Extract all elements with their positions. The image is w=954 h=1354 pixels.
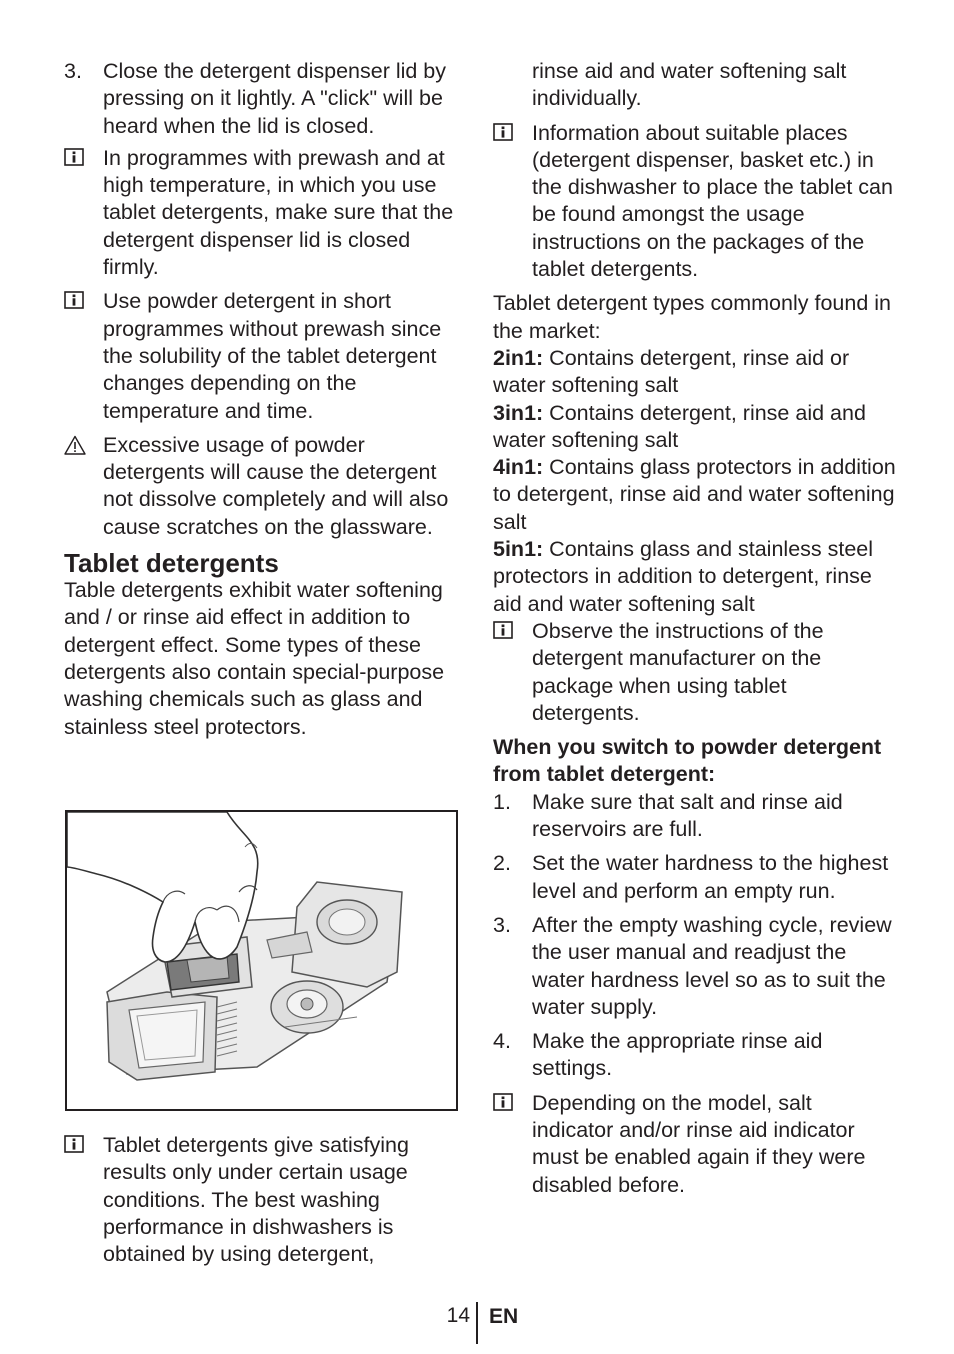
info-text: Use powder detergent in short programmes without prewash since the solubility of the tablet detergent changes depending on the temperature and time. xyxy=(103,289,442,423)
switch-heading: When you switch to powder detergent from tablet detergent: xyxy=(493,735,882,787)
step-number: 2. xyxy=(493,851,511,876)
step-text: After the empty washing cycle, review the user manual and readjust the water hardness level so as to suit the water supply. xyxy=(532,912,892,1019)
type-label: 2in1: xyxy=(493,345,544,370)
type-item xyxy=(493,536,898,618)
section-title: Tablet detergents xyxy=(64,548,279,579)
step-item xyxy=(493,789,898,844)
info-icon xyxy=(64,1135,84,1153)
type-label: 5in1: xyxy=(493,537,544,562)
info-text: In programmes with prewash and at high temperature, in which you use tablet detergents, make sure that the detergent dispenser lid is closed firmly. xyxy=(103,145,454,280)
continued-text: rinse aid and water softening salt individually. xyxy=(532,59,847,111)
info-note xyxy=(493,618,898,727)
info-text: Depending on the model, salt indicator and/or rinse aid indicator must be enabled again if they were disabled before. xyxy=(532,1090,866,1197)
warning-icon xyxy=(64,435,84,453)
step-item xyxy=(493,850,898,905)
step-text: Close the detergent dispenser lid by pressing on it lightly. A "click" will be heard when the lid is closed. xyxy=(103,59,447,138)
step-number: 4. xyxy=(493,1029,511,1054)
warning-note xyxy=(64,432,464,541)
types-intro: Tablet detergent types commonly found in the market: xyxy=(493,291,891,343)
info-icon xyxy=(493,123,513,141)
step-text: Make sure that salt and rinse aid reservoirs are full. xyxy=(532,789,843,842)
info-icon xyxy=(64,148,84,166)
type-text: Contains detergent, rinse aid and water softening salt xyxy=(493,400,866,452)
info-note xyxy=(493,120,898,284)
type-item xyxy=(493,454,898,536)
type-text: Contains detergent, rinse aid or water softening salt xyxy=(493,345,850,398)
step-item xyxy=(493,1028,898,1083)
info-icon xyxy=(64,291,84,309)
info-text: Observe the instructions of the detergent manufacturer on the package when using tablet detergents. xyxy=(532,618,824,725)
type-label: 4in1: xyxy=(493,455,544,480)
step-text: Make the appropriate rinse aid settings. xyxy=(532,1029,823,1081)
info-note xyxy=(64,1132,464,1268)
type-item xyxy=(493,345,898,400)
info-text: Tablet detergents give satisfying results only under certain usage conditions. The best washing performance in dishwashers is obtained by using detergent, xyxy=(103,1133,409,1267)
language-code: EN xyxy=(489,1305,519,1328)
page-footer xyxy=(0,1302,954,1344)
step-number: 1. xyxy=(493,789,511,814)
info-note xyxy=(493,1090,898,1199)
info-icon xyxy=(493,1093,513,1111)
section-body: Table detergents exhibit water softening and / or rinse aid effect in addition to detergent effect. Some types of these detergents also contain special-purpose washing chemicals such as glass and stainless steel protectors. xyxy=(64,578,445,739)
info-icon xyxy=(493,621,513,639)
page-number: 14 xyxy=(446,1304,470,1327)
type-label: 3in1: xyxy=(493,400,544,425)
type-text: Contains glass protectors in addition to detergent, rinse aid and water softening salt xyxy=(493,455,896,534)
step-number: 3. xyxy=(493,912,511,937)
tablet-placement-illustration xyxy=(65,810,458,1111)
step-item xyxy=(64,58,464,140)
left-column-bottom xyxy=(64,1132,464,1268)
info-text: Information about suitable places (detergent dispenser, basket etc.) in the dishwasher to place the tablet can be found amongst the usage instructions on the packages of the tablet detergents. xyxy=(532,120,893,282)
right-column xyxy=(493,58,898,1199)
step-number: 3. xyxy=(64,59,82,83)
type-item xyxy=(493,400,898,455)
info-note xyxy=(64,288,464,424)
warning-text: Excessive usage of powder detergents will cause the detergent not dissolve completely and will also cause scratches on the glassware. xyxy=(103,432,449,539)
info-note xyxy=(64,145,464,281)
step-item xyxy=(493,912,898,1021)
footer-divider xyxy=(476,1302,478,1344)
left-column xyxy=(64,58,464,741)
type-text: Contains glass and stainless steel protectors in addition to detergent, rinse aid and water softening salt xyxy=(493,537,874,616)
step-text: Set the water hardness to the highest level and perform an empty run. xyxy=(532,851,889,903)
